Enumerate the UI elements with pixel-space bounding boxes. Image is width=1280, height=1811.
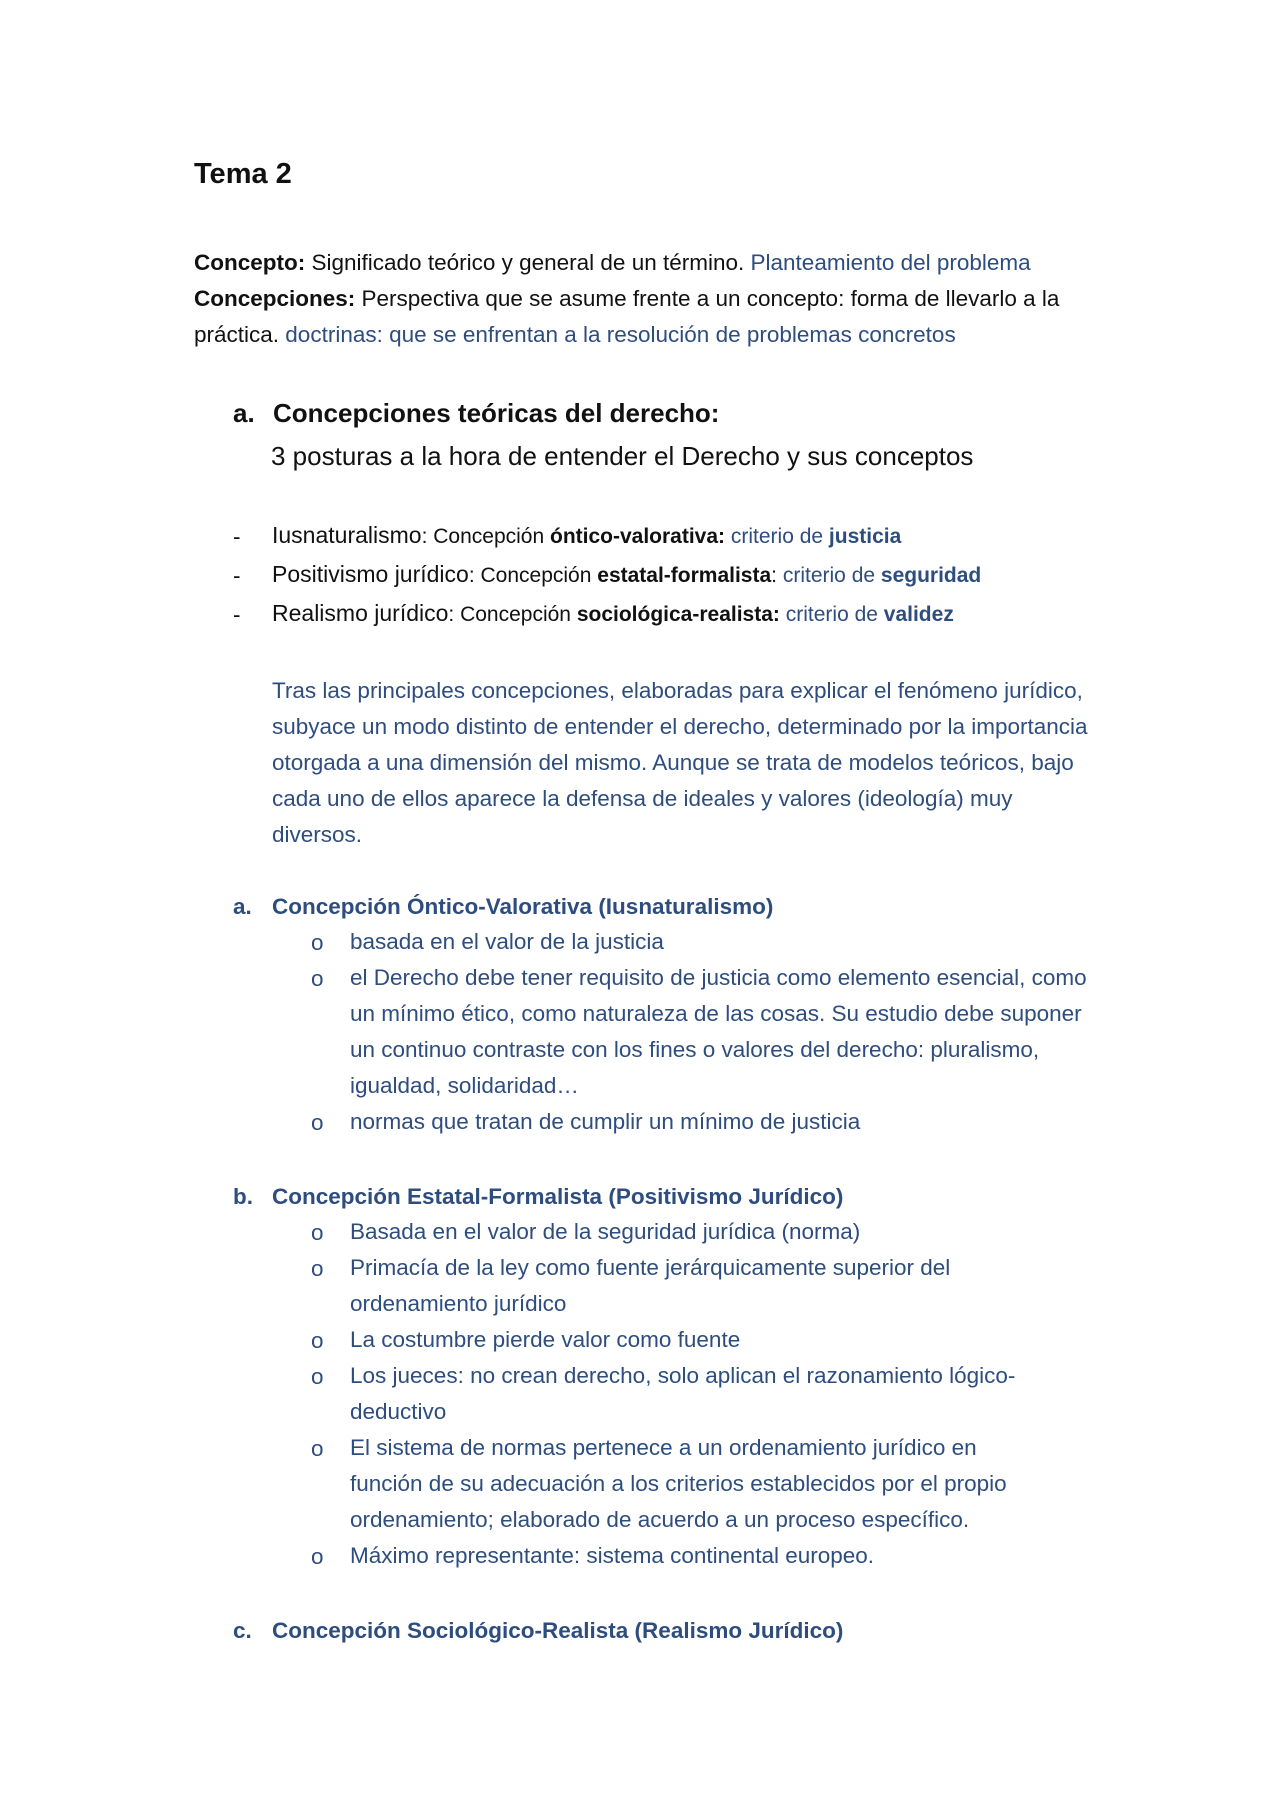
dash-marker: -	[233, 524, 241, 549]
subsection-a-title: Concepción Óntico-Valorativa (Iusnaturalismo)	[272, 894, 774, 919]
posture-concept: : Concepción	[468, 564, 598, 587]
section-a-label: a.	[233, 398, 255, 428]
bullet-circle-icon: o	[311, 1256, 324, 1281]
section-a-heading	[233, 398, 719, 429]
list-item: El sistema de normas pertenece a un ordenamiento jurídico en función de su adecuación a los criterios establecidos por el propio ordenamiento; elaborado de acuerdo a un proceso específico.	[350, 1435, 1007, 1532]
subsection-c-title: Concepción Sociológico-Realista (Realismo Jurídico)	[272, 1618, 844, 1643]
concepciones-text-2: práctica.	[194, 322, 286, 347]
concepciones-line-2	[194, 322, 956, 348]
posture-concept: : Concepción	[421, 525, 550, 548]
posture-criterion-bold: seguridad	[880, 564, 982, 587]
list-item: Máximo representante: sistema continental europeo.	[350, 1543, 875, 1568]
concepto-line	[194, 250, 1031, 276]
posture-criterion-bold: validez	[883, 603, 954, 626]
concepciones-label: Concepciones:	[194, 286, 356, 311]
concepciones-text: Perspectiva que se asume frente a un concepto: forma de llevarlo a la	[355, 286, 1060, 311]
posture-concept-colon: :	[771, 564, 778, 587]
subsection-b-title: Concepción Estatal-Formalista (Positivismo Jurídico)	[272, 1184, 844, 1209]
bullet-circle-icon: o	[311, 1544, 324, 1569]
list-item: normas que tratan de cumplir un mínimo de justicia	[350, 1109, 861, 1134]
dash-marker: -	[233, 602, 241, 627]
subsection-a-heading	[233, 894, 773, 920]
subsection-c-heading	[233, 1618, 843, 1644]
posture-concept-bold: óntico-valorativa:	[550, 525, 726, 548]
list-item: Los jueces: no crean derecho, solo aplican el razonamiento lógico-deductivo	[350, 1363, 1016, 1424]
bullet-circle-icon: o	[311, 966, 324, 991]
posture-concept-bold: sociológica-realista:	[576, 603, 780, 626]
posture-concept-bold: estatal-formalista	[597, 564, 772, 587]
posture-criterion-bold: justicia	[828, 525, 902, 548]
list-item: Basada en el valor de la seguridad jurídica (norma)	[350, 1219, 861, 1244]
list-item: Primacía de la ley como fuente jerárquicamente superior del ordenamiento jurídico	[350, 1255, 951, 1316]
concepto-note: Planteamiento del problema	[750, 250, 1031, 275]
list-item: el Derecho debe tener requisito de justicia como elemento esencial, como un mínimo ético, como naturaleza de las cosas. Su estudio debe suponer un continuo contraste con los fines o valores del derecho: pluralismo, igualdad, solidaridad…	[350, 965, 1087, 1098]
posture-name: Iusnaturalismo	[272, 522, 422, 548]
intro-paragraph: Tras las principales concepciones, elaboradas para explicar el fenómeno jurídico, subyace un modo distinto de entender el derecho, determinado por la importancia otorgada a una dimensión del mismo. Aunque se trata de modelos teóricos, bajo cada uno de ellos aparece la defensa de ideales y valores (ideología) muy diversos.	[272, 678, 1088, 847]
bullet-circle-icon: o	[311, 1220, 324, 1245]
bullet-circle-icon: o	[311, 1328, 324, 1353]
concepto-label: Concepto:	[194, 250, 306, 275]
subsection-b-heading	[233, 1184, 843, 1210]
concepciones-note: doctrinas: que se enfrentan a la resolución de problemas concretos	[285, 322, 956, 347]
posture-concept: : Concepción	[448, 603, 577, 626]
posture-criterion: criterio de	[725, 525, 829, 548]
page-title: Tema 2	[194, 158, 292, 190]
list-item: basada en el valor de la justicia	[350, 929, 664, 954]
posture-item	[272, 522, 901, 549]
posture-name: Realismo jurídico	[272, 600, 449, 626]
section-a-subheading: 3 posturas a la hora de entender el Derecho y sus conceptos	[271, 441, 974, 471]
concepto-text: Significado teórico y general de un término.	[305, 250, 751, 275]
bullet-circle-icon: o	[311, 1110, 324, 1135]
section-a-title: Concepciones teóricas del derecho:	[273, 398, 720, 428]
posture-item	[272, 600, 954, 627]
posture-item	[272, 561, 981, 588]
concepciones-line	[194, 286, 1059, 312]
posture-criterion: criterio de	[777, 564, 881, 587]
list-item: La costumbre pierde valor como fuente	[350, 1327, 741, 1352]
bullet-circle-icon: o	[311, 930, 324, 955]
subsection-c-label: c.	[233, 1618, 252, 1643]
dash-marker: -	[233, 563, 241, 588]
bullet-circle-icon: o	[311, 1364, 324, 1389]
posture-name: Positivismo jurídico	[272, 561, 469, 587]
posture-criterion: criterio de	[779, 603, 884, 626]
subsection-b-label: b.	[233, 1184, 253, 1209]
bullet-circle-icon: o	[311, 1436, 324, 1461]
subsection-a-label: a.	[233, 894, 252, 919]
